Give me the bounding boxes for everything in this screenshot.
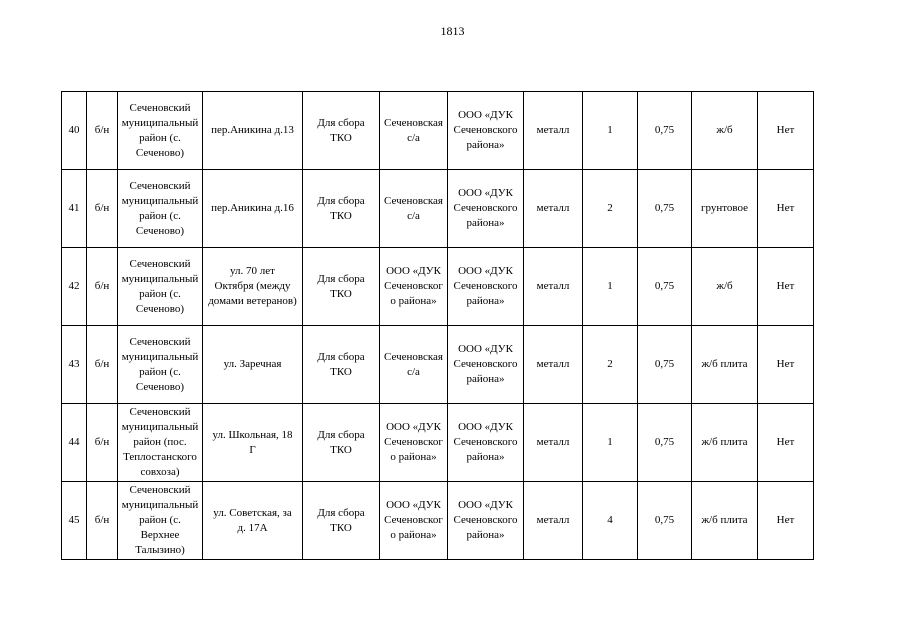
cell-operator-line: Сеченовского — [453, 202, 518, 214]
cell-address-line: ул. 70 лет — [230, 265, 275, 277]
cell-container-count: 2 — [583, 326, 638, 404]
cell-surface: ж/б — [692, 92, 758, 170]
cell-container-count: 1 — [583, 248, 638, 326]
cell-shed: Нет — [758, 248, 814, 326]
cell-owner — [380, 92, 448, 170]
cell-volume: 0,75 — [638, 92, 692, 170]
cell-operator-line: района» — [466, 295, 505, 307]
cell-container-count: 2 — [583, 170, 638, 248]
cell-operator-line: ООО «ДУК — [458, 187, 513, 199]
page-number: 1813 — [440, 24, 465, 38]
cell-material: металл — [524, 404, 583, 482]
cell-address — [203, 482, 303, 560]
cell-district — [118, 482, 203, 560]
cell-address — [203, 92, 303, 170]
cell-volume: 0,75 — [638, 248, 692, 326]
cell-operator — [448, 482, 524, 560]
cell-surface: ж/б — [692, 248, 758, 326]
cell-purpose — [303, 326, 380, 404]
cell-district-line: район (с. — [139, 131, 181, 144]
cell-district-line: Сеченовский — [129, 406, 191, 418]
cell-address-line: пер.Аникина д.16 — [211, 202, 294, 214]
cell-owner-line: Сеченовског — [384, 514, 443, 526]
cell-material: металл — [524, 170, 583, 248]
cell-address-line: Октября (между — [214, 280, 291, 292]
cell-registration: б/н — [87, 170, 118, 248]
cell-volume: 0,75 — [638, 482, 692, 560]
cell-district-line: Сеченовский — [129, 335, 191, 348]
cell-row-number: 43 — [62, 326, 87, 404]
cell-operator — [448, 248, 524, 326]
cell-operator-line: района» — [466, 451, 505, 463]
cell-owner-line: ООО «ДУК — [386, 421, 441, 433]
cell-district-line: совхоза) — [140, 466, 180, 478]
cell-registration: б/н — [87, 404, 118, 482]
cell-operator — [448, 92, 524, 170]
cell-surface: ж/б плита — [692, 404, 758, 482]
cell-address-line: ул. Заречная — [223, 358, 282, 370]
cell-district — [118, 326, 203, 404]
cell-owner-line: ООО «ДУК — [386, 265, 441, 277]
cell-owner-line: Сеченовская — [383, 350, 443, 363]
cell-operator-line: Сеченовского — [453, 358, 518, 370]
cell-operator — [448, 404, 524, 482]
cell-shed: Нет — [758, 326, 814, 404]
cell-row-number: 44 — [62, 404, 87, 482]
cell-purpose — [303, 92, 380, 170]
cell-owner-line: Сеченовског — [384, 436, 443, 448]
cell-owner-line: ООО «ДУК — [386, 499, 441, 511]
cell-operator-line: района» — [466, 529, 505, 541]
cell-row-number: 40 — [62, 92, 87, 170]
cell-operator-line: района» — [466, 373, 505, 385]
cell-registration: б/н — [87, 248, 118, 326]
cell-address-line: ул. Советская, за — [213, 506, 292, 519]
cell-district-line: Сеченовский — [129, 179, 191, 192]
cell-address — [203, 170, 303, 248]
cell-operator-line: района» — [466, 139, 505, 151]
cell-purpose-line: Для сбора — [317, 272, 365, 285]
cell-material: металл — [524, 326, 583, 404]
cell-purpose-line: Для сбора — [317, 116, 365, 129]
cell-owner-line: Сеченовская — [383, 116, 443, 129]
cell-registration: б/н — [87, 326, 118, 404]
cell-surface: ж/б плита — [692, 326, 758, 404]
cell-address-line: домами ветеранов) — [208, 295, 297, 307]
cell-purpose-line: Для сбора — [317, 428, 365, 441]
cell-district-line: Верхнее — [140, 529, 180, 541]
cell-owner — [380, 404, 448, 482]
cell-address — [203, 248, 303, 326]
table-row — [62, 404, 814, 482]
cell-owner-line: о района» — [390, 451, 437, 463]
table-row — [62, 326, 814, 404]
cell-district-line: Талызино) — [135, 544, 185, 556]
table-row — [62, 92, 814, 170]
cell-material: металл — [524, 248, 583, 326]
cell-district-line: муниципальный — [121, 194, 199, 207]
cell-district-line: Сеченово) — [135, 302, 185, 315]
table-row — [62, 482, 814, 560]
cell-purpose-line: ТКО — [330, 209, 352, 222]
cell-owner-line: с/а — [407, 209, 420, 222]
cell-district-line: Сеченово) — [135, 380, 185, 393]
cell-district-line: муниципальный — [121, 421, 199, 433]
cell-owner-line: с/а — [407, 365, 420, 378]
cell-registration: б/н — [87, 92, 118, 170]
cell-district-line: муниципальный — [121, 350, 199, 363]
cell-shed: Нет — [758, 404, 814, 482]
cell-row-number: 41 — [62, 170, 87, 248]
cell-shed: Нет — [758, 92, 814, 170]
cell-district-line: Сеченовский — [129, 257, 191, 270]
cell-purpose-line: ТКО — [330, 131, 352, 144]
cell-district-line: муниципальный — [121, 499, 199, 511]
cell-district-line: район (с. — [139, 209, 181, 222]
cell-address-line: пер.Аникина д.13 — [211, 124, 294, 136]
cell-volume: 0,75 — [638, 170, 692, 248]
cell-container-count: 1 — [583, 404, 638, 482]
cell-purpose-line: ТКО — [330, 443, 352, 456]
cell-owner-line: с/а — [407, 131, 420, 144]
cell-purpose — [303, 404, 380, 482]
cell-purpose-line: ТКО — [330, 365, 352, 378]
cell-operator-line: ООО «ДУК — [458, 265, 513, 277]
cell-district — [118, 404, 203, 482]
cell-operator-line: ООО «ДУК — [458, 109, 513, 121]
cell-owner-line: о района» — [390, 295, 437, 307]
cell-purpose-line: Для сбора — [317, 194, 365, 207]
cell-shed: Нет — [758, 170, 814, 248]
cell-purpose-line: Для сбора — [317, 350, 365, 363]
cell-operator-line: ООО «ДУК — [458, 421, 513, 433]
cell-container-count: 4 — [583, 482, 638, 560]
cell-address — [203, 404, 303, 482]
cell-owner — [380, 482, 448, 560]
cell-district — [118, 248, 203, 326]
cell-operator-line: ООО «ДУК — [458, 343, 513, 355]
cell-purpose-line: Для сбора — [317, 506, 365, 519]
cell-district-line: район (с. — [139, 365, 181, 378]
cell-container-count: 1 — [583, 92, 638, 170]
cell-registration: б/н — [87, 482, 118, 560]
cell-shed: Нет — [758, 482, 814, 560]
cell-purpose-line: ТКО — [330, 521, 352, 534]
cell-owner — [380, 248, 448, 326]
cell-district — [118, 170, 203, 248]
cell-operator — [448, 326, 524, 404]
cell-address-line: ул. Школьная, 18 — [212, 428, 293, 441]
cell-operator-line: ООО «ДУК — [458, 499, 513, 511]
cell-district-line: район (с. — [139, 514, 181, 526]
cell-address — [203, 326, 303, 404]
cell-owner-line: о района» — [390, 529, 437, 541]
cell-address-line: Г — [249, 443, 256, 456]
cell-operator-line: Сеченовского — [453, 436, 518, 448]
cell-material: металл — [524, 482, 583, 560]
cell-row-number: 45 — [62, 482, 87, 560]
cell-operator-line: Сеченовского — [453, 280, 518, 292]
cell-district-line: Сеченовский — [129, 484, 191, 496]
cell-district-line: Сеченовский — [129, 101, 191, 114]
cell-district-line: муниципальный — [121, 272, 199, 285]
cell-operator-line: района» — [466, 217, 505, 229]
cell-operator-line: Сеченовского — [453, 514, 518, 526]
cell-volume: 0,75 — [638, 404, 692, 482]
cell-surface: грунтовое — [692, 170, 758, 248]
cell-district — [118, 92, 203, 170]
cell-purpose-line: ТКО — [330, 287, 352, 300]
cell-row-number: 42 — [62, 248, 87, 326]
cell-material: металл — [524, 92, 583, 170]
cell-owner — [380, 326, 448, 404]
table-row — [62, 170, 814, 248]
table-row — [62, 248, 814, 326]
cell-district-line: Теплостанского — [123, 451, 197, 463]
cell-district-line: Сеченово) — [135, 146, 185, 159]
table-body — [62, 92, 814, 560]
cell-surface: ж/б плита — [692, 482, 758, 560]
cell-district-line: район (с. — [139, 287, 181, 300]
cell-operator-line: Сеченовского — [453, 124, 518, 136]
cell-district-line: муниципальный — [121, 116, 199, 129]
cell-purpose — [303, 248, 380, 326]
cell-owner — [380, 170, 448, 248]
cell-volume: 0,75 — [638, 326, 692, 404]
cell-purpose — [303, 170, 380, 248]
cell-address-line: д. 17А — [237, 521, 268, 534]
cell-district-line: район (пос. — [133, 436, 187, 448]
cell-operator — [448, 170, 524, 248]
registry-table — [61, 91, 814, 560]
cell-owner-line: Сеченовская — [383, 194, 443, 207]
cell-owner-line: Сеченовског — [384, 280, 443, 292]
cell-purpose — [303, 482, 380, 560]
cell-district-line: Сеченово) — [135, 224, 185, 237]
